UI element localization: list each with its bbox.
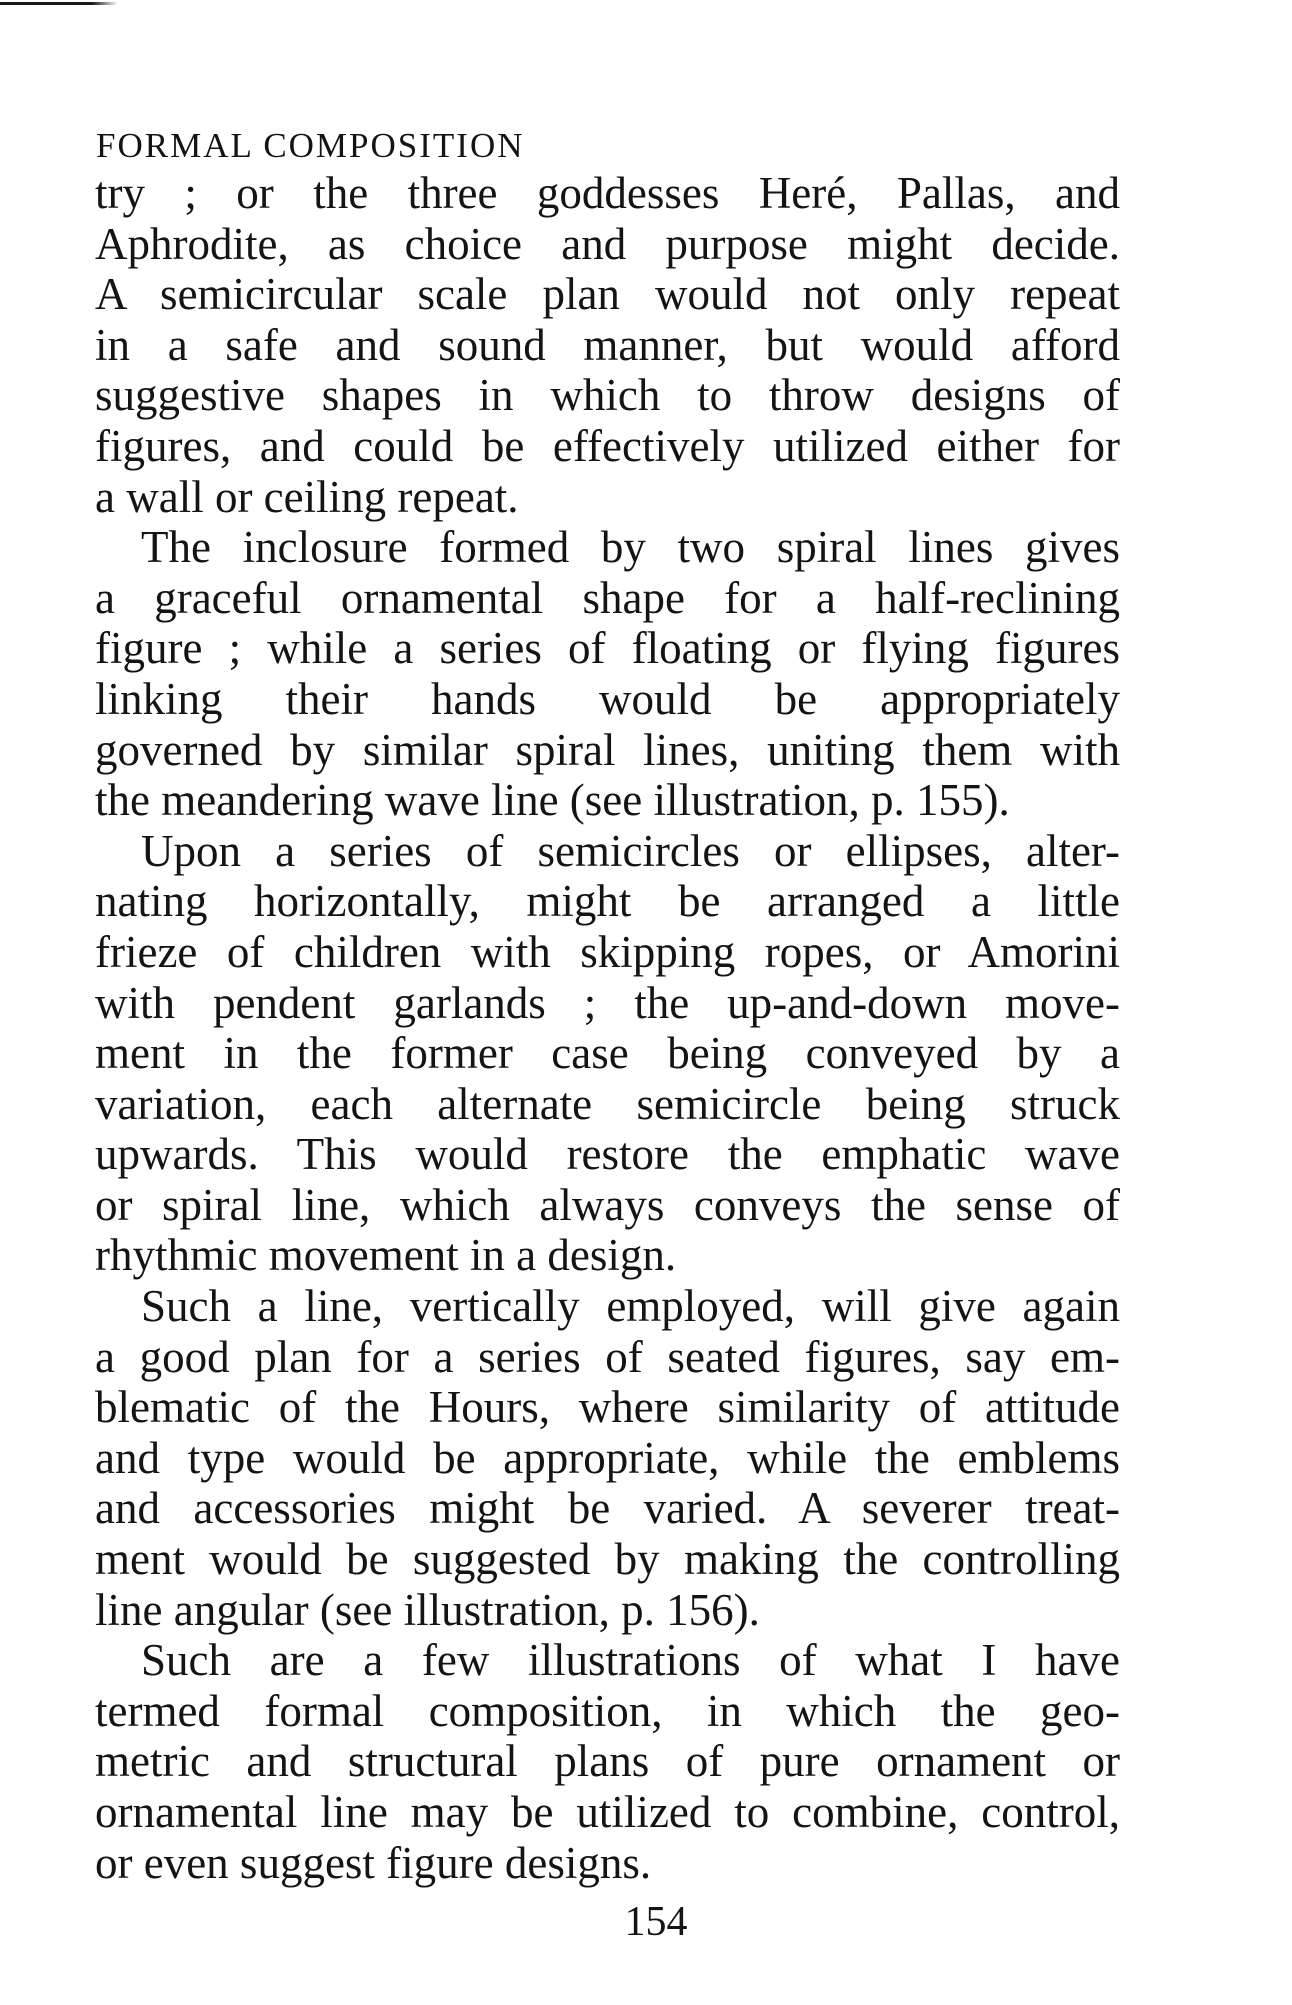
text-line: with pendent garlands ; the up-and-down move- (95, 977, 1120, 1028)
text-line: frieze of children with skipping ropes, or Amorini (95, 926, 1120, 977)
scan-edge-mark (0, 2, 118, 5)
text-line: a wall or ceiling repeat. (95, 471, 519, 522)
paragraph-4 (95, 1281, 1120, 1635)
text-line: a good plan for a series of seated figures, say em- (95, 1331, 1120, 1382)
page-number: 154 (624, 1899, 688, 1945)
paragraph-5 (95, 1635, 1120, 1888)
text-line: ment would be suggested by making the controlling (95, 1534, 1120, 1585)
body-text (95, 168, 1120, 1888)
text-line: metric and structural plans of pure ornament or (95, 1736, 1120, 1787)
text-line: governed by similar spiral lines, uniting them with (95, 724, 1120, 775)
text-line: and type would be appropriate, while the emblems (95, 1432, 1120, 1483)
text-line: Such are a few illustrations of what I have (141, 1635, 1120, 1686)
text-line: termed formal composition, in which the geo- (95, 1685, 1120, 1736)
text-line: or even suggest figure designs. (95, 1837, 652, 1888)
running-head: FORMAL COMPOSITION (96, 126, 525, 165)
text-line: in a safe and sound manner, but would afford (95, 319, 1120, 370)
text-line: or spiral line, which always conveys the sense of (95, 1179, 1120, 1230)
paragraph-2 (95, 522, 1120, 826)
text-line: line angular (see illustration, p. 156). (95, 1584, 760, 1635)
text-line: Aphrodite, as choice and purpose might decide. (95, 218, 1120, 269)
text-line: rhythmic movement in a design. (95, 1230, 677, 1281)
text-line: a graceful ornamental shape for a half-reclining (95, 572, 1120, 623)
text-line: variation, each alternate semicircle being struck (95, 1078, 1120, 1129)
text-line: The inclosure formed by two spiral lines gives (141, 522, 1120, 573)
paragraph-3 (95, 826, 1120, 1281)
text-line: upwards. This would restore the emphatic wave (95, 1129, 1120, 1180)
text-line: Such a line, vertically employed, will give again (141, 1281, 1120, 1332)
text-line: nating horizontally, might be arranged a little (95, 876, 1120, 927)
text-line: Upon a series of semicircles or ellipses, alter- (141, 825, 1120, 876)
text-line: try ; or the three goddesses Heré, Pallas, and (95, 168, 1120, 218)
text-line: and accessories might be varied. A severer treat- (95, 1483, 1120, 1534)
text-line: figures, and could be effectively utilized either for (95, 420, 1120, 471)
text-line: figure ; while a series of floating or flying figures (95, 623, 1120, 674)
text-line: ornamental line may be utilized to combine, control, (95, 1787, 1120, 1837)
text-line: A semicircular scale plan would not only repeat (95, 269, 1120, 320)
text-line: the meandering wave line (see illustration, p. 155). (95, 775, 1010, 826)
paragraph-1 (95, 168, 1120, 522)
text-line: suggestive shapes in which to throw designs of (95, 370, 1120, 421)
text-line: linking their hands would be appropriately (95, 673, 1120, 724)
text-line: blematic of the Hours, where similarity of attitude (95, 1382, 1120, 1433)
text-line: ment in the former case being conveyed by a (95, 1028, 1120, 1079)
